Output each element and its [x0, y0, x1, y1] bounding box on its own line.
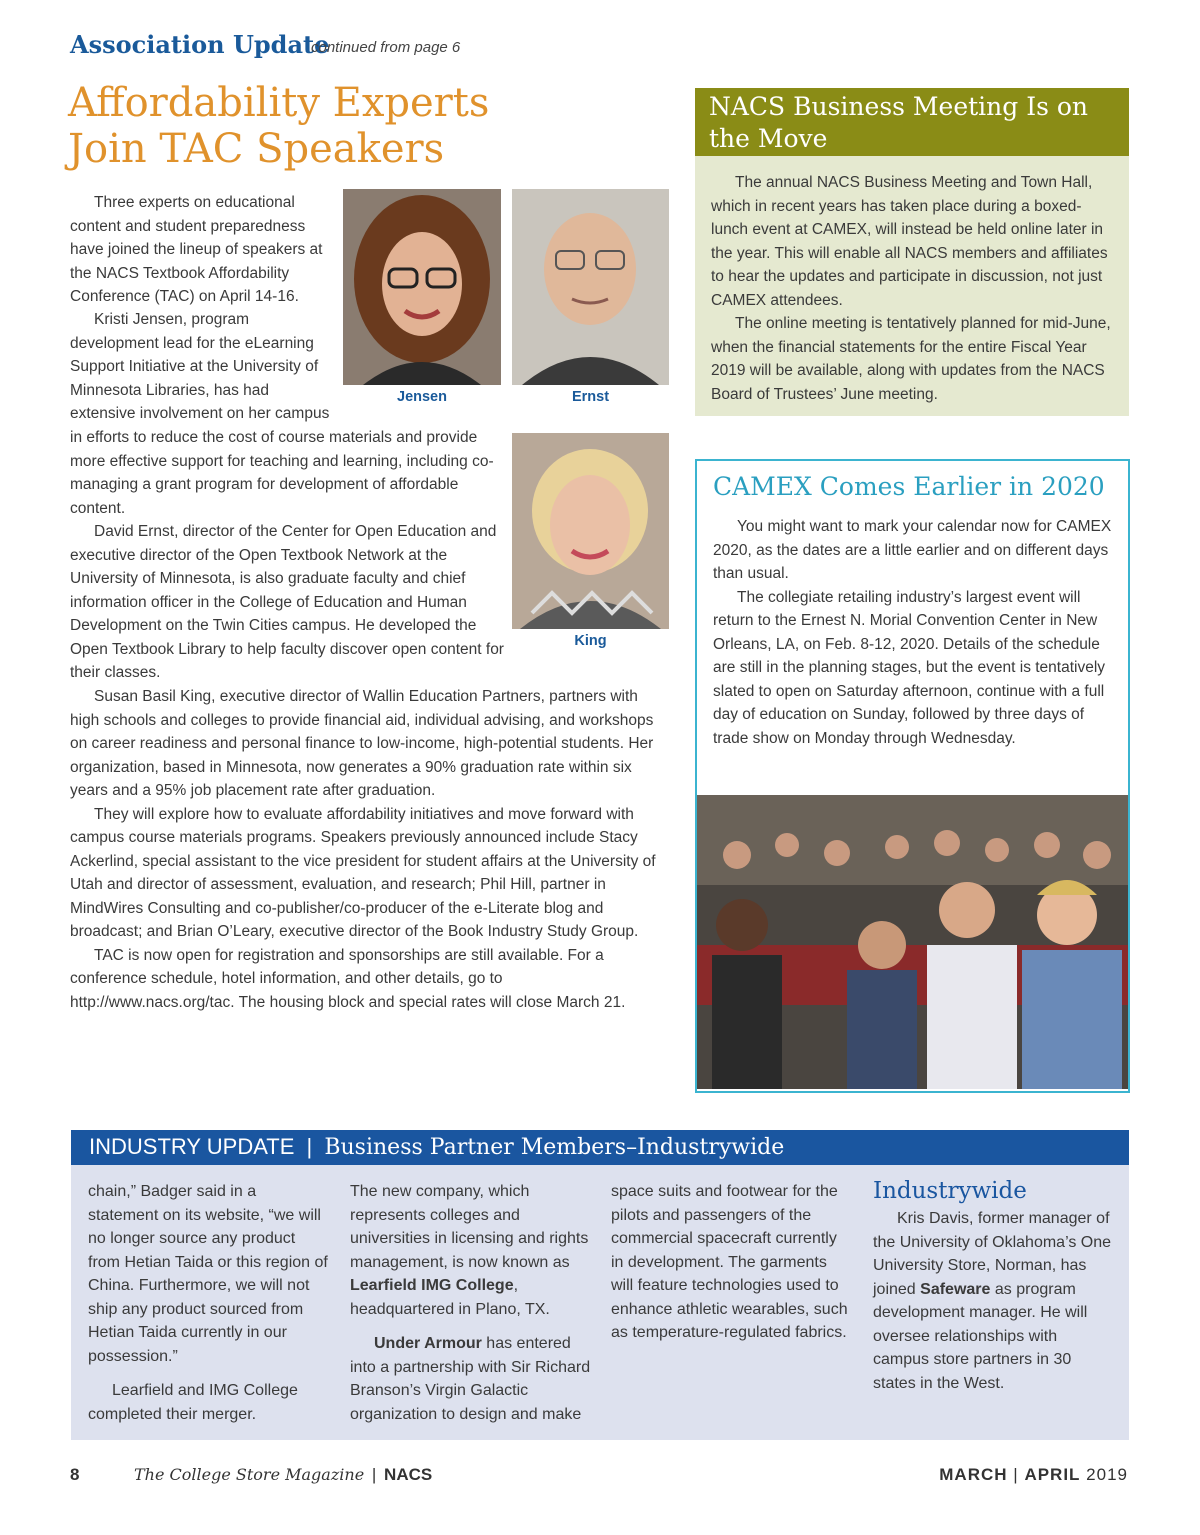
company-name: Under Armour [374, 1335, 482, 1352]
industry-paragraph: Under Armour has entered into a partnership with Sir Richard Branson’s Virgin Galactic organization to design and make [350, 1335, 591, 1423]
industry-col-3 [611, 1180, 853, 1345]
industry-subtitle: Business Partner Members–Industrywide [324, 1135, 785, 1160]
footer-year: 2019 [1086, 1465, 1128, 1484]
article-body-2 [70, 308, 338, 426]
business-meeting-body [711, 171, 1116, 406]
magazine-title: The College Store Magazine [134, 1465, 365, 1484]
article-paragraph: They will explore how to evaluate affordability initiatives and move forward with campus course materials programs. Speakers previously announced include Stacy Ackerlind, special assistant to the vice president for student affairs at the University of Utah and director of assessment, evaluation, and research; Phil Hill, partner in MindWires Consulting and co-publisher/co-producer of the e-Literate blog and broadcast; and Brian O’Leary, executive director of the Book Industry Study Group. [70, 805, 656, 940]
article-body [70, 191, 338, 309]
industry-paragraph: Kris Davis, former manager of the University of Oklahoma’s One University Store, Norman, has joined Safeware as program development manager. He will oversee relationships with campus store partners in 30 states in the West. [873, 1210, 1112, 1392]
footer-separator: | [371, 1465, 377, 1484]
industry-col-4 [873, 1207, 1113, 1395]
business-paragraph: The annual NACS Business Meeting and Town Hall, which in recent years has taken place during a boxed-lunch event at CAMEX, will instead be held online later in the year. This will enable all NACS members and affiliates to hear the updates and participate in discussion, not just CAMEX attendees. [711, 174, 1108, 309]
industrywide-title: Industrywide [873, 1178, 1027, 1204]
article-body-5 [70, 685, 668, 1014]
industry-paragraph: chain,” Badger said in a statement on its website, “we will no longer source any product from Hetian Taida or this region of China. Furthermore, we will not ship any product sourced from Hetian Taida currently in our possession.” [88, 1183, 328, 1365]
business-paragraph: The online meeting is tentatively planned for mid-June, when the financial statements for the entire Fiscal Year 2019 will be available, along with updates from the NACS Board of Trustees’ June meeting. [711, 315, 1111, 403]
section-title: Association Update [70, 30, 330, 59]
caption-ernst: Ernst [571, 389, 610, 405]
camex-paragraph: You might want to mark your calendar now for CAMEX 2020, as the dates are a little earlier and on different days than usual. [713, 518, 1112, 582]
audience-photo [697, 795, 1128, 1089]
camex-paragraph: The collegiate retailing industry’s largest event will return to the Ernest N. Morial Convention Center in New Orleans, LA, on Feb. 8-12, 2020. Details of the schedule are still in the planning stages, but the event is tentatively slated to open on Saturday afternoon, continue with a full day of education on Sunday, followed by three days of trade show on Monday through Wednesday. [713, 588, 1106, 747]
caption-jensen: Jensen [397, 389, 447, 405]
footer-month2: APRIL [1024, 1465, 1081, 1484]
industry-label: INDUSTRY UPDATE [89, 1134, 295, 1159]
industry-paragraph: The new company, which represents colleges and universities in licensing and rights management, is now known as Learfield IMG College, headquartered in Plano, TX. [350, 1183, 589, 1318]
industry-update-title [89, 1134, 784, 1160]
continued-note: continued from page 6 [311, 39, 461, 56]
article-paragraph: Kristi Jensen, program development lead for the eLearning Support Initiative at the University of Minnesota Libraries, has had extensive involvement on her campus [70, 311, 330, 422]
footer-magazine [134, 1465, 432, 1485]
company-name: Learfield IMG College [350, 1277, 514, 1294]
industry-separator: | [306, 1134, 313, 1159]
article-paragraph-tail: in efforts to reduce the cost of course materials and provide more effective support for teaching and learning, including co-managing a grant program for development of affordable content. [70, 429, 494, 517]
ernst-photo [512, 189, 669, 385]
business-meeting-title: NACS Business Meeting Is on the Move [709, 92, 1089, 153]
footer-month: MARCH [939, 1465, 1008, 1484]
footer-org: NACS [384, 1465, 433, 1484]
caption-king: King [574, 633, 607, 649]
industry-col-2 [350, 1180, 592, 1426]
footer-date [939, 1465, 1128, 1485]
jensen-photo [343, 189, 501, 385]
article-paragraph: Three experts on educational content and student preparedness have joined the lineup of speakers at the NACS Textbook Affordability Conference (TAC) on April 14-16. [70, 194, 323, 305]
article-paragraph: TAC is now open for registration and sponsorships are still available. For a conference schedule, hotel information, and other details, go to http://www.nacs.org/tac. The housing block and special rates will close March 21. [70, 946, 626, 1011]
article-body-4 [70, 520, 508, 685]
article-headline: Affordability Experts Join TAC Speakers [68, 80, 490, 172]
king-photo [512, 433, 669, 629]
company-name: Safeware [920, 1280, 991, 1298]
article-body-3 [70, 426, 508, 520]
article-paragraph: David Ernst, director of the Center for Open Education and executive director of the Open Textbook Network at the University of Minnesota, is also graduate faculty and chief information officer in the College of Education and Human Development on the Twin Cities campus. He developed the Open Textbook Library to help faculty discover open content for their classes. [70, 523, 504, 681]
industry-col-1 [88, 1180, 330, 1426]
page-number: 8 [70, 1465, 80, 1484]
camex-body [713, 515, 1113, 750]
industry-paragraph: space suits and footwear for the pilots and passengers of the commercial spacecraft currently in development. The garments will feature technologies used to enhance athletic wearables, such as temperature-regulated fabrics. [611, 1183, 848, 1341]
footer-month-separator: | [1013, 1465, 1019, 1484]
article-paragraph: Susan Basil King, executive director of Wallin Education Partners, partners with high schools and colleges to provide financial aid, individual advising, and workshops on career readiness and personal finance to low-income, high-potential students. Her organization, based in Minnesota, now generates a 90% graduation rate within six years and a 95% job placement rate after graduation. [70, 688, 654, 799]
camex-title: CAMEX Comes Earlier in 2020 [713, 472, 1105, 501]
industry-paragraph: Learfield and IMG College completed their merger. [88, 1382, 298, 1423]
